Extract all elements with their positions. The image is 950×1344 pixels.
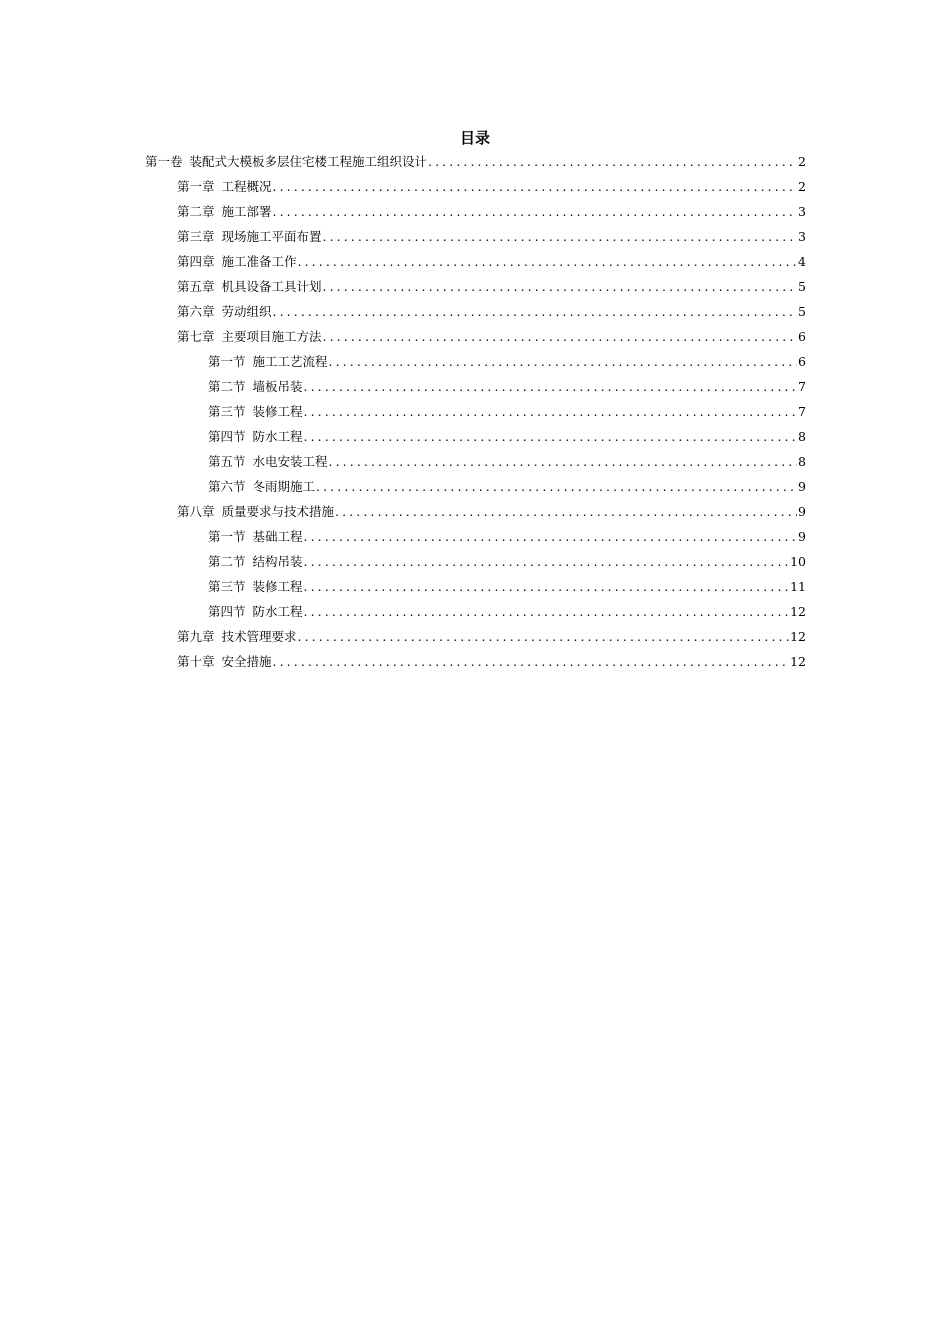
toc-entry-text: 工程概况 bbox=[221, 179, 272, 194]
toc-entry-number: 第三节 bbox=[208, 404, 246, 419]
toc-entry-number: 第五节 bbox=[208, 454, 246, 469]
toc-entry-number: 第六节 bbox=[208, 479, 246, 494]
toc-entry-page: 11 bbox=[790, 579, 806, 594]
toc-entry-number: 第二节 bbox=[208, 379, 246, 394]
toc-entry[interactable] bbox=[208, 402, 806, 422]
toc-entry-label bbox=[208, 427, 303, 447]
toc-entry-page: 9 bbox=[798, 529, 806, 544]
toc-entry[interactable] bbox=[177, 202, 806, 222]
toc-entry-label bbox=[208, 377, 303, 397]
toc-entry-number: 第五章 bbox=[177, 279, 215, 294]
toc-dot-leader bbox=[303, 377, 798, 397]
toc-entry-page: 2 bbox=[798, 154, 806, 169]
toc-entry-text: 质量要求与技术措施 bbox=[221, 504, 335, 519]
toc-entry-page: 10 bbox=[790, 554, 806, 569]
toc-dot-leader bbox=[303, 552, 790, 572]
toc-entry-label bbox=[177, 327, 322, 347]
toc-entry-page: 9 bbox=[798, 479, 806, 494]
toc-entry-label bbox=[177, 502, 334, 522]
toc-entry-label bbox=[208, 527, 303, 547]
toc-entry-page: 5 bbox=[798, 304, 806, 319]
toc-entry-label bbox=[208, 452, 328, 472]
toc-entry-number: 第七章 bbox=[177, 329, 215, 344]
toc-entry-label bbox=[177, 627, 297, 647]
toc-entry[interactable] bbox=[177, 302, 806, 322]
toc-dot-leader bbox=[427, 152, 797, 172]
toc-entry-label bbox=[177, 277, 322, 297]
toc-entry[interactable] bbox=[208, 602, 806, 622]
toc-entry[interactable] bbox=[208, 377, 806, 397]
toc-entry-label bbox=[208, 402, 303, 422]
toc-entry-text: 施工准备工作 bbox=[221, 254, 297, 269]
toc-entry-number: 第三节 bbox=[208, 579, 246, 594]
toc-entry[interactable] bbox=[177, 227, 806, 247]
toc-entry-text: 技术管理要求 bbox=[221, 629, 297, 644]
toc-entry-text: 劳动组织 bbox=[221, 304, 272, 319]
toc-dot-leader bbox=[272, 302, 798, 322]
toc-entry-page: 12 bbox=[790, 654, 806, 669]
toc-title: 目录 bbox=[459, 129, 490, 147]
toc-entry[interactable] bbox=[208, 552, 806, 572]
toc-entry-number: 第一节 bbox=[208, 354, 246, 369]
toc-entry-page: 12 bbox=[790, 604, 806, 619]
toc-entry-text: 现场施工平面布置 bbox=[221, 229, 322, 244]
toc-entry-text: 装修工程 bbox=[252, 579, 303, 594]
toc-entry-page: 8 bbox=[798, 429, 806, 444]
toc-entry-page: 6 bbox=[798, 329, 806, 344]
toc-entry[interactable] bbox=[208, 477, 806, 497]
toc-entry-text: 墙板吊装 bbox=[252, 379, 303, 394]
toc-entry-page: 3 bbox=[798, 204, 806, 219]
toc-entry-page: 5 bbox=[798, 279, 806, 294]
toc-entry-text: 安全措施 bbox=[221, 654, 272, 669]
toc-entry-page: 6 bbox=[798, 354, 806, 369]
toc-entry-number: 第四节 bbox=[208, 604, 246, 619]
toc-entry-number: 第一章 bbox=[177, 179, 215, 194]
toc-entry-number: 第三章 bbox=[177, 229, 215, 244]
toc-entry-number: 第二节 bbox=[208, 554, 246, 569]
toc-dot-leader bbox=[322, 327, 798, 347]
toc-entry-number: 第六章 bbox=[177, 304, 215, 319]
toc-dot-leader bbox=[322, 227, 798, 247]
toc-entry-page: 4 bbox=[798, 254, 806, 269]
toc-entry-label bbox=[177, 652, 272, 672]
toc-dot-leader bbox=[315, 477, 797, 497]
toc-dot-leader bbox=[303, 427, 798, 447]
toc-entry-label bbox=[177, 227, 322, 247]
toc-entry-label bbox=[177, 302, 272, 322]
toc-dot-leader bbox=[322, 277, 798, 297]
toc-entry-label bbox=[177, 177, 272, 197]
toc-entry-label bbox=[208, 602, 303, 622]
toc-entry-label bbox=[208, 552, 303, 572]
toc-entry[interactable] bbox=[177, 502, 806, 522]
toc-entry-page: 3 bbox=[798, 229, 806, 244]
toc-entry[interactable] bbox=[208, 452, 806, 472]
toc-dot-leader bbox=[328, 452, 798, 472]
toc-dot-leader bbox=[328, 352, 798, 372]
toc-entry[interactable] bbox=[177, 177, 806, 197]
toc-entry[interactable] bbox=[208, 352, 806, 372]
toc-dot-leader bbox=[297, 627, 790, 647]
toc-entry-number: 第十章 bbox=[177, 654, 215, 669]
toc-entry-text: 防水工程 bbox=[252, 604, 303, 619]
toc-entry-text: 施工部署 bbox=[221, 204, 272, 219]
toc-entry[interactable] bbox=[208, 577, 806, 597]
toc-entry[interactable] bbox=[177, 327, 806, 347]
toc-entry[interactable] bbox=[208, 527, 806, 547]
toc-entry[interactable] bbox=[208, 427, 806, 447]
toc-entry-label bbox=[177, 202, 272, 222]
toc-entry-number: 第二章 bbox=[177, 204, 215, 219]
toc-entry[interactable] bbox=[145, 152, 806, 172]
toc-entry-text: 装修工程 bbox=[252, 404, 303, 419]
toc-entry-label bbox=[145, 152, 427, 172]
toc-entry-text: 施工工艺流程 bbox=[252, 354, 328, 369]
toc-entry-text: 机具设备工具计划 bbox=[221, 279, 322, 294]
toc-entry-page: 12 bbox=[790, 629, 806, 644]
toc-entry-page: 7 bbox=[798, 379, 806, 394]
toc-entry-label bbox=[177, 252, 297, 272]
toc-entry-number: 第四节 bbox=[208, 429, 246, 444]
toc-entry-text: 水电安装工程 bbox=[252, 454, 328, 469]
toc-entry-number: 第九章 bbox=[177, 629, 215, 644]
toc-entry-text: 基础工程 bbox=[252, 529, 303, 544]
toc-entry[interactable] bbox=[177, 652, 806, 672]
toc-entry[interactable] bbox=[177, 252, 806, 272]
toc-entry[interactable] bbox=[177, 627, 806, 647]
toc-entry-text: 结构吊装 bbox=[252, 554, 303, 569]
toc-dot-leader bbox=[303, 402, 798, 422]
toc-dot-leader bbox=[303, 527, 798, 547]
toc-entry-number: 第八章 bbox=[177, 504, 215, 519]
toc-entry-text: 冬雨期施工 bbox=[252, 479, 316, 494]
toc-dot-leader bbox=[334, 502, 797, 522]
toc-dot-leader bbox=[303, 602, 790, 622]
toc-entry-label bbox=[208, 477, 315, 497]
toc-entry-page: 8 bbox=[798, 454, 806, 469]
toc-dot-leader bbox=[272, 202, 798, 222]
toc-entry-number: 第一卷 bbox=[145, 154, 183, 169]
toc-entry-text: 主要项目施工方法 bbox=[221, 329, 322, 344]
toc-dot-leader bbox=[297, 252, 798, 272]
toc-entry-page: 9 bbox=[798, 504, 806, 519]
toc-entry-label bbox=[208, 577, 303, 597]
toc-entry-text: 防水工程 bbox=[252, 429, 303, 444]
toc-entry-label bbox=[208, 352, 328, 372]
toc-entry[interactable] bbox=[177, 277, 806, 297]
toc-entry-page: 2 bbox=[798, 179, 806, 194]
toc-entry-page: 7 bbox=[798, 404, 806, 419]
toc-entry-text: 装配式大模板多层住宅楼工程施工组织设计 bbox=[189, 154, 428, 169]
toc-dot-leader bbox=[272, 177, 798, 197]
toc-dot-leader bbox=[303, 577, 790, 597]
toc-entry-number: 第四章 bbox=[177, 254, 215, 269]
toc-entry-number: 第一节 bbox=[208, 529, 246, 544]
toc-dot-leader bbox=[272, 652, 790, 672]
